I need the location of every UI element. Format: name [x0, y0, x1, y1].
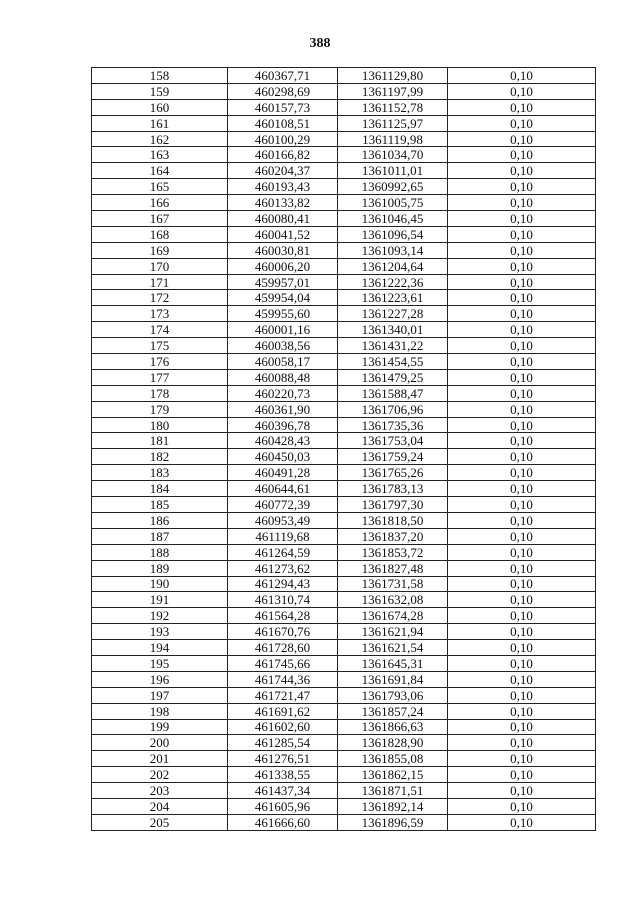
- x-coordinate-cell: 460166,82: [228, 147, 338, 163]
- point-number-cell: 197: [92, 687, 228, 703]
- y-coordinate-cell: 1361837,20: [338, 528, 448, 544]
- point-number-cell: 178: [92, 385, 228, 401]
- accuracy-cell: 0,10: [448, 211, 596, 227]
- accuracy-cell: 0,10: [448, 242, 596, 258]
- table-row: [92, 735, 596, 751]
- x-coordinate-cell: 461437,34: [228, 783, 338, 799]
- point-number-cell: 198: [92, 703, 228, 719]
- y-coordinate-cell: 1361197,99: [338, 83, 448, 99]
- table-row: [92, 226, 596, 242]
- table-row: [92, 163, 596, 179]
- point-number-cell: 183: [92, 465, 228, 481]
- table-row: [92, 512, 596, 528]
- x-coordinate-cell: 461276,51: [228, 751, 338, 767]
- point-number-cell: 187: [92, 528, 228, 544]
- y-coordinate-cell: 1361588,47: [338, 385, 448, 401]
- table-row: [92, 655, 596, 671]
- point-number-cell: 180: [92, 417, 228, 433]
- accuracy-cell: 0,10: [448, 115, 596, 131]
- table-row: [92, 417, 596, 433]
- accuracy-cell: 0,10: [448, 528, 596, 544]
- x-coordinate-cell: 460100,29: [228, 131, 338, 147]
- accuracy-cell: 0,10: [448, 608, 596, 624]
- y-coordinate-cell: 1361005,75: [338, 195, 448, 211]
- y-coordinate-cell: 1361691,84: [338, 671, 448, 687]
- y-coordinate-cell: 1361866,63: [338, 719, 448, 735]
- y-coordinate-cell: 1361096,54: [338, 226, 448, 242]
- accuracy-cell: 0,10: [448, 703, 596, 719]
- point-number-cell: 200: [92, 735, 228, 751]
- coordinates-table-body: [92, 68, 596, 831]
- page-number: 388: [309, 36, 331, 51]
- x-coordinate-cell: 460108,51: [228, 115, 338, 131]
- table-row: [92, 719, 596, 735]
- x-coordinate-cell: 460193,43: [228, 179, 338, 195]
- table-row: [92, 783, 596, 799]
- x-coordinate-cell: 459954,04: [228, 290, 338, 306]
- point-number-cell: 192: [92, 608, 228, 624]
- table-row: [92, 115, 596, 131]
- table-row: [92, 624, 596, 640]
- point-number-cell: 170: [92, 258, 228, 274]
- table-row: [92, 99, 596, 115]
- accuracy-cell: 0,10: [448, 592, 596, 608]
- x-coordinate-cell: 460204,37: [228, 163, 338, 179]
- point-number-cell: 160: [92, 99, 228, 115]
- accuracy-cell: 0,10: [448, 385, 596, 401]
- table-row: [92, 338, 596, 354]
- x-coordinate-cell: 461294,43: [228, 576, 338, 592]
- accuracy-cell: 0,10: [448, 719, 596, 735]
- x-coordinate-cell: 460088,48: [228, 369, 338, 385]
- point-number-cell: 195: [92, 655, 228, 671]
- x-coordinate-cell: 461338,55: [228, 767, 338, 783]
- point-number-cell: 196: [92, 671, 228, 687]
- y-coordinate-cell: 1361731,58: [338, 576, 448, 592]
- y-coordinate-cell: 1361871,51: [338, 783, 448, 799]
- y-coordinate-cell: 1361621,94: [338, 624, 448, 640]
- point-number-cell: 162: [92, 131, 228, 147]
- point-number-cell: 191: [92, 592, 228, 608]
- table-row: [92, 528, 596, 544]
- y-coordinate-cell: 1361046,45: [338, 211, 448, 227]
- table-row: [92, 258, 596, 274]
- y-coordinate-cell: 1361129,80: [338, 68, 448, 84]
- table-row: [92, 83, 596, 99]
- table-row: [92, 687, 596, 703]
- point-number-cell: 202: [92, 767, 228, 783]
- table-row: [92, 592, 596, 608]
- x-coordinate-cell: 460030,81: [228, 242, 338, 258]
- accuracy-cell: 0,10: [448, 131, 596, 147]
- x-coordinate-cell: 460058,17: [228, 354, 338, 370]
- y-coordinate-cell: 1361753,04: [338, 433, 448, 449]
- accuracy-cell: 0,10: [448, 655, 596, 671]
- table-row: [92, 671, 596, 687]
- accuracy-cell: 0,10: [448, 322, 596, 338]
- point-number-cell: 163: [92, 147, 228, 163]
- point-number-cell: 158: [92, 68, 228, 84]
- table-row: [92, 242, 596, 258]
- accuracy-cell: 0,10: [448, 179, 596, 195]
- x-coordinate-cell: 461264,59: [228, 544, 338, 560]
- y-coordinate-cell: 1361632,08: [338, 592, 448, 608]
- point-number-cell: 175: [92, 338, 228, 354]
- table-row: [92, 751, 596, 767]
- table-row: [92, 544, 596, 560]
- table-row: [92, 369, 596, 385]
- accuracy-cell: 0,10: [448, 481, 596, 497]
- y-coordinate-cell: 1361093,14: [338, 242, 448, 258]
- x-coordinate-cell: 461310,74: [228, 592, 338, 608]
- y-coordinate-cell: 1361765,26: [338, 465, 448, 481]
- accuracy-cell: 0,10: [448, 195, 596, 211]
- accuracy-cell: 0,10: [448, 497, 596, 513]
- table-row: [92, 449, 596, 465]
- x-coordinate-cell: 461602,60: [228, 719, 338, 735]
- y-coordinate-cell: 1361818,50: [338, 512, 448, 528]
- y-coordinate-cell: 1361152,78: [338, 99, 448, 115]
- accuracy-cell: 0,10: [448, 814, 596, 830]
- accuracy-cell: 0,10: [448, 671, 596, 687]
- accuracy-cell: 0,10: [448, 226, 596, 242]
- point-number-cell: 199: [92, 719, 228, 735]
- x-coordinate-cell: 460038,56: [228, 338, 338, 354]
- y-coordinate-cell: 1361223,61: [338, 290, 448, 306]
- x-coordinate-cell: 459957,01: [228, 274, 338, 290]
- point-number-cell: 185: [92, 497, 228, 513]
- point-number-cell: 204: [92, 798, 228, 814]
- accuracy-cell: 0,10: [448, 290, 596, 306]
- y-coordinate-cell: 1361479,25: [338, 369, 448, 385]
- y-coordinate-cell: 1360992,65: [338, 179, 448, 195]
- y-coordinate-cell: 1361674,28: [338, 608, 448, 624]
- point-number-cell: 189: [92, 560, 228, 576]
- point-number-cell: 161: [92, 115, 228, 131]
- y-coordinate-cell: 1361034,70: [338, 147, 448, 163]
- x-coordinate-cell: 460041,52: [228, 226, 338, 242]
- y-coordinate-cell: 1361759,24: [338, 449, 448, 465]
- accuracy-cell: 0,10: [448, 306, 596, 322]
- y-coordinate-cell: 1361621,54: [338, 640, 448, 656]
- accuracy-cell: 0,10: [448, 99, 596, 115]
- table-row: [92, 179, 596, 195]
- table-row: [92, 608, 596, 624]
- point-number-cell: 182: [92, 449, 228, 465]
- table-row: [92, 497, 596, 513]
- y-coordinate-cell: 1361125,97: [338, 115, 448, 131]
- accuracy-cell: 0,10: [448, 560, 596, 576]
- point-number-cell: 177: [92, 369, 228, 385]
- y-coordinate-cell: 1361340,01: [338, 322, 448, 338]
- x-coordinate-cell: 460006,20: [228, 258, 338, 274]
- table-row: [92, 814, 596, 830]
- accuracy-cell: 0,10: [448, 544, 596, 560]
- table-row: [92, 274, 596, 290]
- table-row: [92, 211, 596, 227]
- y-coordinate-cell: 1361892,14: [338, 798, 448, 814]
- point-number-cell: 173: [92, 306, 228, 322]
- table-row: [92, 401, 596, 417]
- y-coordinate-cell: 1361853,72: [338, 544, 448, 560]
- accuracy-cell: 0,10: [448, 258, 596, 274]
- accuracy-cell: 0,10: [448, 640, 596, 656]
- point-number-cell: 205: [92, 814, 228, 830]
- x-coordinate-cell: 460080,41: [228, 211, 338, 227]
- accuracy-cell: 0,10: [448, 624, 596, 640]
- point-number-cell: 166: [92, 195, 228, 211]
- y-coordinate-cell: 1361735,36: [338, 417, 448, 433]
- table-row: [92, 640, 596, 656]
- y-coordinate-cell: 1361862,15: [338, 767, 448, 783]
- accuracy-cell: 0,10: [448, 68, 596, 84]
- x-coordinate-cell: 459955,60: [228, 306, 338, 322]
- accuracy-cell: 0,10: [448, 417, 596, 433]
- point-number-cell: 201: [92, 751, 228, 767]
- x-coordinate-cell: 460298,69: [228, 83, 338, 99]
- y-coordinate-cell: 1361645,31: [338, 655, 448, 671]
- table-row: [92, 68, 596, 84]
- point-number-cell: 164: [92, 163, 228, 179]
- point-number-cell: 188: [92, 544, 228, 560]
- accuracy-cell: 0,10: [448, 83, 596, 99]
- x-coordinate-cell: 460953,49: [228, 512, 338, 528]
- y-coordinate-cell: 1361857,24: [338, 703, 448, 719]
- x-coordinate-cell: 461666,60: [228, 814, 338, 830]
- y-coordinate-cell: 1361855,08: [338, 751, 448, 767]
- accuracy-cell: 0,10: [448, 767, 596, 783]
- y-coordinate-cell: 1361797,30: [338, 497, 448, 513]
- point-number-cell: 176: [92, 354, 228, 370]
- x-coordinate-cell: 461564,28: [228, 608, 338, 624]
- point-number-cell: 174: [92, 322, 228, 338]
- accuracy-cell: 0,10: [448, 401, 596, 417]
- point-number-cell: 169: [92, 242, 228, 258]
- table-row: [92, 306, 596, 322]
- x-coordinate-cell: 460491,28: [228, 465, 338, 481]
- x-coordinate-cell: 460220,73: [228, 385, 338, 401]
- x-coordinate-cell: 460001,16: [228, 322, 338, 338]
- point-number-cell: 167: [92, 211, 228, 227]
- point-number-cell: 190: [92, 576, 228, 592]
- accuracy-cell: 0,10: [448, 354, 596, 370]
- accuracy-cell: 0,10: [448, 433, 596, 449]
- x-coordinate-cell: 460644,61: [228, 481, 338, 497]
- x-coordinate-cell: 461691,62: [228, 703, 338, 719]
- x-coordinate-cell: 461721,47: [228, 687, 338, 703]
- accuracy-cell: 0,10: [448, 576, 596, 592]
- x-coordinate-cell: 460396,78: [228, 417, 338, 433]
- x-coordinate-cell: 460157,73: [228, 99, 338, 115]
- point-number-cell: 172: [92, 290, 228, 306]
- table-row: [92, 290, 596, 306]
- accuracy-cell: 0,10: [448, 751, 596, 767]
- accuracy-cell: 0,10: [448, 274, 596, 290]
- x-coordinate-cell: 460450,03: [228, 449, 338, 465]
- point-number-cell: 179: [92, 401, 228, 417]
- x-coordinate-cell: 461728,60: [228, 640, 338, 656]
- point-number-cell: 184: [92, 481, 228, 497]
- table-row: [92, 147, 596, 163]
- y-coordinate-cell: 1361828,90: [338, 735, 448, 751]
- x-coordinate-cell: 461285,54: [228, 735, 338, 751]
- x-coordinate-cell: 461744,36: [228, 671, 338, 687]
- x-coordinate-cell: 461605,96: [228, 798, 338, 814]
- accuracy-cell: 0,10: [448, 687, 596, 703]
- accuracy-cell: 0,10: [448, 465, 596, 481]
- table-row: [92, 576, 596, 592]
- x-coordinate-cell: 460772,39: [228, 497, 338, 513]
- table-row: [92, 322, 596, 338]
- x-coordinate-cell: 460428,43: [228, 433, 338, 449]
- table-row: [92, 798, 596, 814]
- table-row: [92, 767, 596, 783]
- y-coordinate-cell: 1361227,28: [338, 306, 448, 322]
- y-coordinate-cell: 1361706,96: [338, 401, 448, 417]
- x-coordinate-cell: 461119,68: [228, 528, 338, 544]
- accuracy-cell: 0,10: [448, 369, 596, 385]
- coordinates-table: [91, 67, 596, 831]
- point-number-cell: 159: [92, 83, 228, 99]
- accuracy-cell: 0,10: [448, 147, 596, 163]
- accuracy-cell: 0,10: [448, 338, 596, 354]
- x-coordinate-cell: 460361,90: [228, 401, 338, 417]
- accuracy-cell: 0,10: [448, 798, 596, 814]
- point-number-cell: 181: [92, 433, 228, 449]
- x-coordinate-cell: 460367,71: [228, 68, 338, 84]
- x-coordinate-cell: 461670,76: [228, 624, 338, 640]
- point-number-cell: 194: [92, 640, 228, 656]
- table-row: [92, 354, 596, 370]
- table-row: [92, 560, 596, 576]
- x-coordinate-cell: 461273,62: [228, 560, 338, 576]
- point-number-cell: 171: [92, 274, 228, 290]
- y-coordinate-cell: 1361896,59: [338, 814, 448, 830]
- table-row: [92, 703, 596, 719]
- table-row: [92, 433, 596, 449]
- point-number-cell: 203: [92, 783, 228, 799]
- accuracy-cell: 0,10: [448, 512, 596, 528]
- y-coordinate-cell: 1361454,55: [338, 354, 448, 370]
- y-coordinate-cell: 1361119,98: [338, 131, 448, 147]
- y-coordinate-cell: 1361827,48: [338, 560, 448, 576]
- table-row: [92, 131, 596, 147]
- y-coordinate-cell: 1361011,01: [338, 163, 448, 179]
- accuracy-cell: 0,10: [448, 449, 596, 465]
- y-coordinate-cell: 1361204,64: [338, 258, 448, 274]
- table-row: [92, 385, 596, 401]
- point-number-cell: 168: [92, 226, 228, 242]
- accuracy-cell: 0,10: [448, 735, 596, 751]
- point-number-cell: 193: [92, 624, 228, 640]
- accuracy-cell: 0,10: [448, 783, 596, 799]
- x-coordinate-cell: 461745,66: [228, 655, 338, 671]
- table-row: [92, 465, 596, 481]
- y-coordinate-cell: 1361783,13: [338, 481, 448, 497]
- point-number-cell: 186: [92, 512, 228, 528]
- point-number-cell: 165: [92, 179, 228, 195]
- y-coordinate-cell: 1361222,36: [338, 274, 448, 290]
- table-row: [92, 481, 596, 497]
- y-coordinate-cell: 1361431,22: [338, 338, 448, 354]
- accuracy-cell: 0,10: [448, 163, 596, 179]
- table-row: [92, 195, 596, 211]
- x-coordinate-cell: 460133,82: [228, 195, 338, 211]
- y-coordinate-cell: 1361793,06: [338, 687, 448, 703]
